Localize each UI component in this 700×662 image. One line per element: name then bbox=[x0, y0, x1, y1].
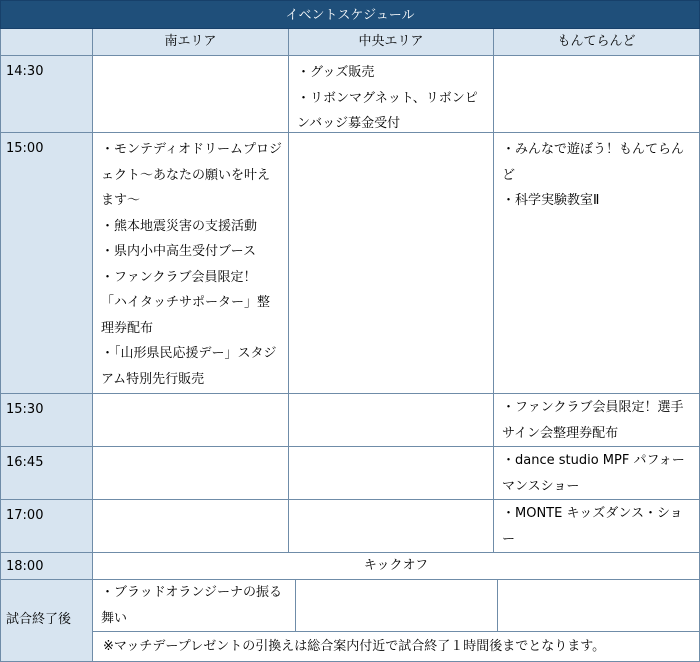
list-item: ・みんなで遊ぼう！もんてらんど bbox=[502, 142, 685, 183]
list-item: ・ファンクラブ会員限定！「ハイタッチサポーター」整理券配布 bbox=[101, 269, 271, 336]
montelando-cell bbox=[494, 56, 700, 133]
south-cell bbox=[93, 56, 289, 133]
central-cell bbox=[289, 500, 494, 553]
time-cell: 試合終了後 bbox=[0, 580, 93, 662]
table-title: イベントスケジュール bbox=[0, 0, 700, 29]
time-cell: 16:45 bbox=[0, 447, 93, 500]
note-text: ※マッチデープレゼントの引換えは総合案内付近で試合終了１時間後までとなります。 bbox=[93, 632, 700, 662]
list-item: ・ファンクラブ会員限定！選手サイン会整理券配布 bbox=[502, 400, 684, 441]
list-item: ・ブラッドオランジーナの振る舞い bbox=[101, 585, 283, 626]
list-item: ・dance studio MPF パフォーマンスショー bbox=[502, 453, 685, 494]
list-item: ・熊本地震災害の支援活動 bbox=[101, 218, 258, 234]
header-central-area: 中央エリア bbox=[289, 29, 494, 56]
list-item: ・リボンマグネット、リボンピンバッジ募金受付 bbox=[297, 90, 478, 131]
list-item: ・グッズ販売 bbox=[297, 65, 375, 80]
south-cell bbox=[93, 394, 289, 447]
list-item: ・県内小中高生受付ブース bbox=[101, 244, 256, 259]
time-cell: 14:30 bbox=[0, 56, 93, 133]
central-cell bbox=[289, 133, 494, 394]
montelando-cell bbox=[494, 394, 700, 447]
south-cell bbox=[93, 133, 289, 394]
list-item: ・科学実験教室Ⅱ bbox=[502, 193, 600, 208]
montelando-cell bbox=[494, 447, 700, 500]
header-south-area: 南エリア bbox=[93, 29, 289, 56]
time-cell: 15:00 bbox=[0, 133, 93, 394]
central-cell bbox=[289, 447, 494, 500]
montelando-cell bbox=[494, 500, 700, 553]
header-empty bbox=[0, 29, 93, 56]
south-cell bbox=[93, 447, 289, 500]
south-cell bbox=[93, 500, 289, 553]
time-cell: 18:00 bbox=[0, 553, 93, 580]
time-cell: 15:30 bbox=[0, 394, 93, 447]
list-item: ・MONTE キッズダンス・ショー bbox=[502, 506, 683, 547]
montelando-cell bbox=[494, 133, 700, 394]
time-cell: 17:00 bbox=[0, 500, 93, 553]
list-item: ・モンテディオドリームプロジェクト～あなたの願いを叶えます～ bbox=[101, 142, 282, 208]
central-cell bbox=[289, 56, 494, 133]
kickoff-cell: キックオフ bbox=[93, 553, 700, 580]
central-cell bbox=[289, 394, 494, 447]
montelando-cell bbox=[498, 580, 700, 632]
south-cell bbox=[93, 580, 296, 632]
list-item: ・「山形県民応援デー」スタジアム特別先行販売 bbox=[101, 346, 277, 387]
header-montelando: もんてらんど bbox=[494, 29, 700, 56]
central-cell bbox=[296, 580, 498, 632]
